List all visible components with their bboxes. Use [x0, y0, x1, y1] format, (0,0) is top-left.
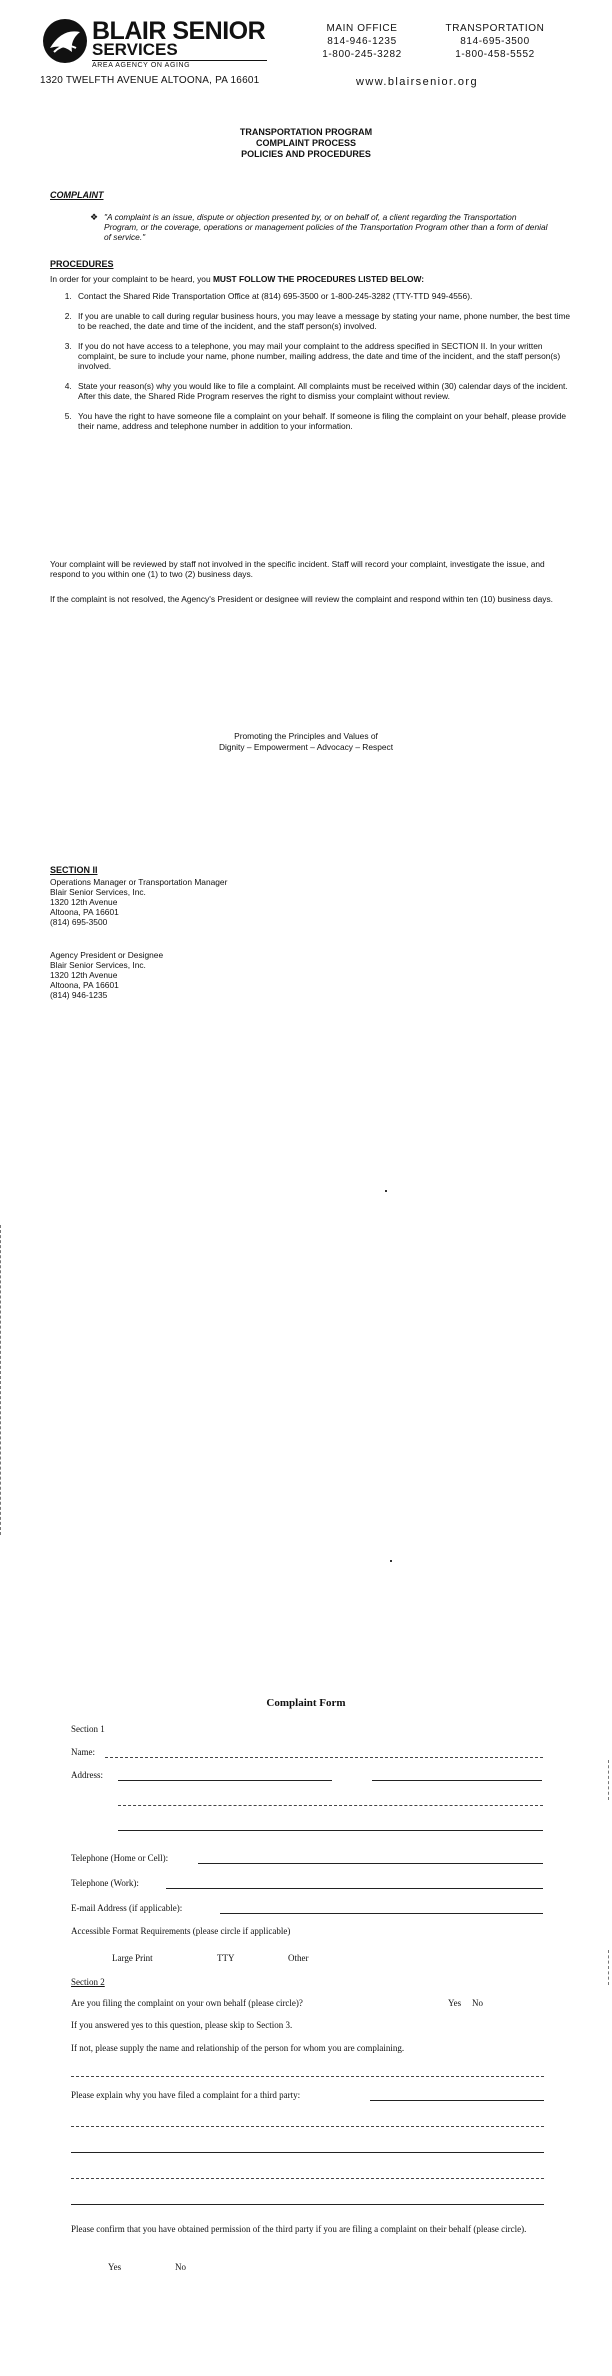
address-field-line-3[interactable] [118, 1830, 543, 1831]
scan-speck [385, 1190, 387, 1192]
third-party-reason-field-5[interactable] [71, 2204, 544, 2205]
phone-work-label: Telephone (Work): [71, 1878, 139, 1888]
third-party-reason-label: Please explain why you have filed a complaint for a third party: [71, 2090, 301, 2100]
motto-line-2: Dignity – Empowerment – Advocacy – Respect [218, 742, 394, 752]
blair-senior-logo-icon [42, 18, 88, 64]
procedure-step: 5. You have the right to have someone file a complaint on your behalf. If someone is filing the complaint on your behalf, please provide their name, address and telephone number in addition to your information. [74, 411, 574, 431]
address-line: 1320 12th Avenue [50, 970, 118, 980]
if-not-instruction: If not, please supply the name and relationship of the person for whom you are complaining. [71, 2043, 405, 2053]
scan-edge-artifact [608, 1950, 611, 1985]
brand-subtitle: SERVICES [92, 40, 178, 59]
main-office-contact [316, 22, 408, 61]
address-field-line-2[interactable] [118, 1805, 543, 1806]
brand-name: BLAIR SENIOR [92, 17, 266, 45]
address-line: (814) 946-1235 [50, 990, 108, 1000]
title-line-3: POLICIES AND PROCEDURES [241, 149, 371, 159]
main-office-phone: 814-946-1235 [327, 36, 397, 47]
phone-home-label: Telephone (Home or Cell): [71, 1853, 169, 1863]
section-ii-heading: SECTION II [50, 865, 98, 875]
own-behalf-yes[interactable]: Yes [448, 1998, 462, 2008]
procedures-heading: PROCEDURES [50, 259, 114, 269]
agency-president-address [50, 950, 163, 1000]
title-line-1: TRANSPORTATION PROGRAM [239, 127, 373, 137]
main-office-label: MAIN OFFICE [326, 23, 398, 34]
option-large-print[interactable]: Large Print [112, 1953, 153, 1963]
email-field[interactable] [220, 1913, 543, 1914]
skip-instruction: If you answered yes to this question, please skip to Section 3. [71, 2020, 293, 2030]
third-party-reason-field-1[interactable] [370, 2100, 544, 2101]
procedure-step: 1. Contact the Shared Ride Transportation Office at (814) 695-3500 or 1-800-245-3282 (TTY-TTD 949-4556). [74, 291, 574, 301]
procedure-step: 2. If you are unable to call during regular business hours, you may leave a message by stating your name, phone number, the best time to be reached, the date and time of the incident, and the staff person(s) involved. [74, 311, 574, 331]
escalation-paragraph: If the complaint is not resolved, the Agency's President or designee will review the complaint and respond within ten (10) business days. [50, 594, 553, 604]
option-tty[interactable]: TTY [217, 1953, 235, 1963]
option-other[interactable]: Other [288, 1953, 309, 1963]
name-field[interactable] [105, 1757, 543, 1758]
address-line: Altoona, PA 16601 [50, 907, 119, 917]
operations-manager-address [50, 877, 227, 927]
address-field-line-1b[interactable] [372, 1780, 542, 1781]
motto [0, 731, 612, 753]
procedure-steps [54, 291, 574, 441]
own-behalf-question: Are you filing the complaint on your own behalf (please circle)? [71, 1998, 303, 2008]
procedure-step: 3. If you do not have access to a telephone, you may mail your complaint to the address specified in SECTION II. In your written complaint, be sure to include your name, phone number, mailing address, the date and time of the incident, and the staff person(s) involved. [74, 341, 574, 371]
motto-line-1: Promoting the Principles and Values of [234, 731, 378, 741]
scan-edge-artifact [0, 1225, 3, 1535]
section-2-label: Section 2 [71, 1977, 105, 1987]
own-behalf-no[interactable]: No [472, 1998, 483, 2008]
address-line: (814) 695-3500 [50, 917, 108, 927]
address-line: Operations Manager or Transportation Manager [50, 877, 228, 887]
title-line-2: COMPLAINT PROCESS [255, 138, 356, 148]
complaint-heading: COMPLAINT [50, 190, 104, 200]
brand-divider [92, 60, 267, 61]
permission-no[interactable]: No [175, 2262, 186, 2272]
third-party-reason-field-3[interactable] [71, 2152, 544, 2153]
name-label: Name: [71, 1747, 95, 1757]
third-party-name-field[interactable] [71, 2076, 544, 2077]
procedures-intro-emphasis: MUST FOLLOW THE PROCEDURES LISTED BELOW: [212, 274, 425, 284]
diamond-bullet-icon: ❖ [90, 212, 99, 222]
address-line: 1320 12th Avenue [50, 897, 118, 907]
address-line: Blair Senior Services, Inc. [50, 887, 146, 897]
section-1-label: Section 1 [71, 1724, 105, 1734]
transportation-label: TRANSPORTATION [445, 23, 545, 34]
permission-question: Please confirm that you have obtained permission of the third party if you are filing a complaint on their behalf (please circle). [71, 2224, 527, 2234]
website-link[interactable]: www.blairsenior.org [356, 76, 478, 88]
transportation-phone: 814-695-3500 [460, 36, 530, 47]
address-field-line-1a[interactable] [118, 1780, 332, 1781]
third-party-reason-field-2[interactable] [71, 2126, 544, 2127]
third-party-reason-field-4[interactable] [71, 2178, 544, 2179]
main-office-tollfree: 1-800-245-3282 [322, 49, 402, 60]
address-line: Altoona, PA 16601 [50, 980, 119, 990]
permission-yes[interactable]: Yes [108, 2262, 122, 2272]
email-label: E-mail Address (if applicable): [71, 1903, 183, 1913]
procedure-step: 4. State your reason(s) why you would like to file a complaint. All complaints must be received within (30) calendar days of the incident. After this date, the Shared Ride Program reserves the right to dismiss your complaint without review. [74, 381, 574, 401]
scan-edge-artifact [608, 1760, 611, 1800]
brand-tagline: AREA AGENCY ON AGING [92, 62, 191, 69]
procedures-intro [50, 274, 560, 284]
scan-speck [390, 1560, 392, 1562]
procedures-intro-text: In order for your complaint to be heard, you [50, 274, 213, 284]
address-line: Agency President or Designee [50, 950, 164, 960]
accessible-format-label: Accessible Format Requirements (please circle if applicable) [71, 1926, 291, 1936]
phone-home-field[interactable] [198, 1863, 543, 1864]
address-line: Blair Senior Services, Inc. [50, 960, 146, 970]
address-label: Address: [71, 1770, 103, 1780]
complaint-definition: "A complaint is an issue, dispute or objection presented by, or on behalf of, a client regarding the Transportation Program, or the coverage, operations or management policies of the Transportation Program other than a form of denial of service." [104, 212, 548, 242]
page-title [0, 127, 612, 160]
transportation-contact [440, 22, 550, 61]
transportation-tollfree: 1-800-458-5552 [455, 49, 535, 60]
letterhead-address: 1320 TWELFTH AVENUE ALTOONA, PA 16601 [40, 75, 260, 86]
form-title: Complaint Form [266, 1697, 346, 1709]
review-paragraph: Your complaint will be reviewed by staff not involved in the specific incident. Staff will record your complaint, investigate the issue, and respond to you within one (1) to two (2) business days. [50, 559, 545, 579]
phone-work-field[interactable] [166, 1888, 543, 1889]
